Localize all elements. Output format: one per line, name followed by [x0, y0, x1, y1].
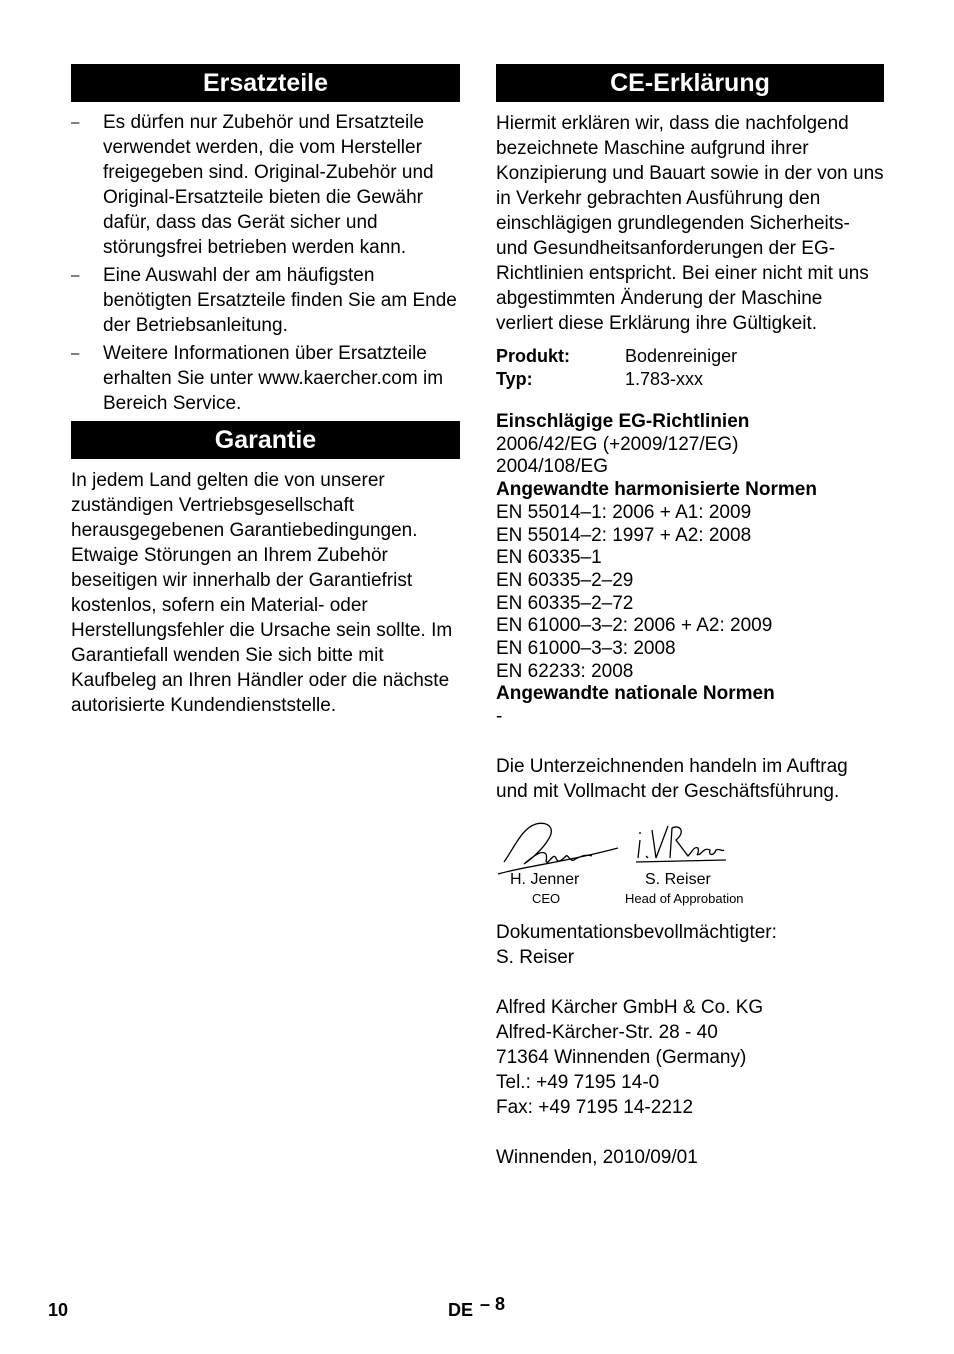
list-item [71, 110, 460, 260]
place-date: Winnenden, 2010/09/01 [496, 1146, 698, 1168]
norm-item: EN 55014–1: 2006 + A1: 2009 [496, 501, 752, 523]
address-line: Alfred Kärcher GmbH & Co. KG [496, 996, 764, 1018]
footer-section [448, 1294, 506, 1321]
ersatzteile-list [71, 110, 460, 416]
product-label: Produkt: [496, 346, 570, 366]
signer-role-jenner: CEO [532, 890, 561, 906]
national-value: - [496, 706, 503, 728]
signature-reiser [634, 818, 730, 866]
directives-heading: Einschlägige EG-Richtlinien [496, 411, 750, 432]
dash-bullet: – [71, 267, 80, 284]
directive-item: 2004/108/EG [496, 456, 608, 478]
footer-language: DE [448, 1300, 474, 1320]
address-block [496, 995, 884, 1120]
documentation-name: S. Reiser [496, 946, 575, 968]
norm-item: EN 55014–2: 1997 + A2: 2008 [496, 524, 752, 546]
norm-item: EN 60335–2–72 [496, 592, 634, 614]
product-row [496, 345, 884, 368]
type-value: 1.783-xxx [625, 369, 704, 389]
directives-block [496, 411, 884, 729]
list-item-text: Weitere Informationen über Ersatzteile erhalten Sie unter www.kaercher.com im Bereich Service. [103, 343, 444, 414]
left-column [71, 64, 460, 718]
page-number: 10 [48, 1300, 69, 1320]
norm-item: EN 61000–3–2: 2006 + A2: 2009 [496, 615, 773, 637]
national-heading: Angewandte nationale Normen [496, 683, 775, 705]
right-column [496, 64, 884, 1170]
dash-bullet: – [71, 345, 80, 362]
address-line: Alfred-Kärcher-Str. 28 - 40 [496, 1021, 718, 1043]
documentation-label: Dokumentationsbevollmächtigter: [496, 921, 777, 943]
harmonized-heading: Angewandte harmonisierte Normen [496, 479, 817, 501]
product-value: Bodenreiniger [625, 346, 738, 366]
ce-intro-text: Hiermit erklären wir, dass die nachfolgend bezeichnete Maschine aufgrund ihrer Konzipierung und Bauart sowie in der von uns in Verkehr gebrachten Ausführung den einschlägigen grundlegenden Sicherheits- und Gesundheitsanforderungen der EG-Richtlinien entspricht. Bei einer nicht mit uns abgestimmten Änderung der Maschine verliert diese Erklärung ihre Gültigkeit. [496, 113, 884, 334]
norm-item: EN 60335–1 [496, 547, 602, 569]
section-heading-garantie: Garantie [71, 421, 460, 459]
norm-item: EN 62233: 2008 [496, 660, 634, 682]
footer-section-page: – 8 [480, 1294, 506, 1314]
section-heading-ce: CE-Erklärung [496, 64, 884, 102]
list-item-text: Eine Auswahl der am häufigsten benötigten Ersatzteile finden Sie am Ende der Betriebsanleitung. [103, 265, 457, 336]
garantie-text: In jedem Land gelten die von unserer zuständigen Vertriebsgesellschaft herausgegebenen Garantiebedingungen. Etwaige Störungen an Ihrem Zubehör beseitigen wir innerhalb der Garantiefrist kostenlos, sofern ein Material- oder Herstellungsfehler die Ursache sein sollte. Im Garantiefall wenden Sie sich bitte mit Kaufbeleg an Ihren Händler oder die nächste autorisierte Kundendienststelle. [71, 470, 453, 716]
type-row [496, 368, 884, 391]
list-item [71, 341, 460, 416]
product-info [496, 345, 884, 391]
dash-bullet: – [71, 114, 80, 131]
directive-item: 2006/42/EG (+2009/127/EG) [496, 433, 739, 455]
list-item [71, 263, 460, 338]
signatory-text: Die Unterzeichnenden handeln im Auftrag und mit Vollmacht der Geschäftsführung. [496, 755, 848, 802]
section-heading-ersatzteile: Ersatzteile [71, 64, 460, 102]
signer-name-reiser: S. Reiser [645, 870, 711, 888]
type-label: Typ: [496, 369, 533, 389]
list-item-text: Es dürfen nur Zubehör und Ersatzteile verwendet werden, die vom Hersteller freigegeben sind. Original-Zubehör und Original-Ersatzteile bieten die Gewähr dafür, dass das Gerät sicher und störungsfrei betrieben werden kann. [103, 112, 434, 258]
signer-role-reiser: Head of Approbation [625, 890, 744, 906]
signer-name-jenner: H. Jenner [510, 870, 580, 888]
norm-item: EN 61000–3–3: 2008 [496, 638, 676, 660]
address-line: Fax: +49 7195 14-2212 [496, 1096, 694, 1118]
norm-item: EN 60335–2–29 [496, 569, 634, 591]
address-line: 71364 Winnenden (Germany) [496, 1046, 747, 1068]
address-line: Tel.: +49 7195 14-0 [496, 1071, 660, 1093]
documentation-block [496, 920, 884, 970]
signature-area [496, 818, 884, 906]
